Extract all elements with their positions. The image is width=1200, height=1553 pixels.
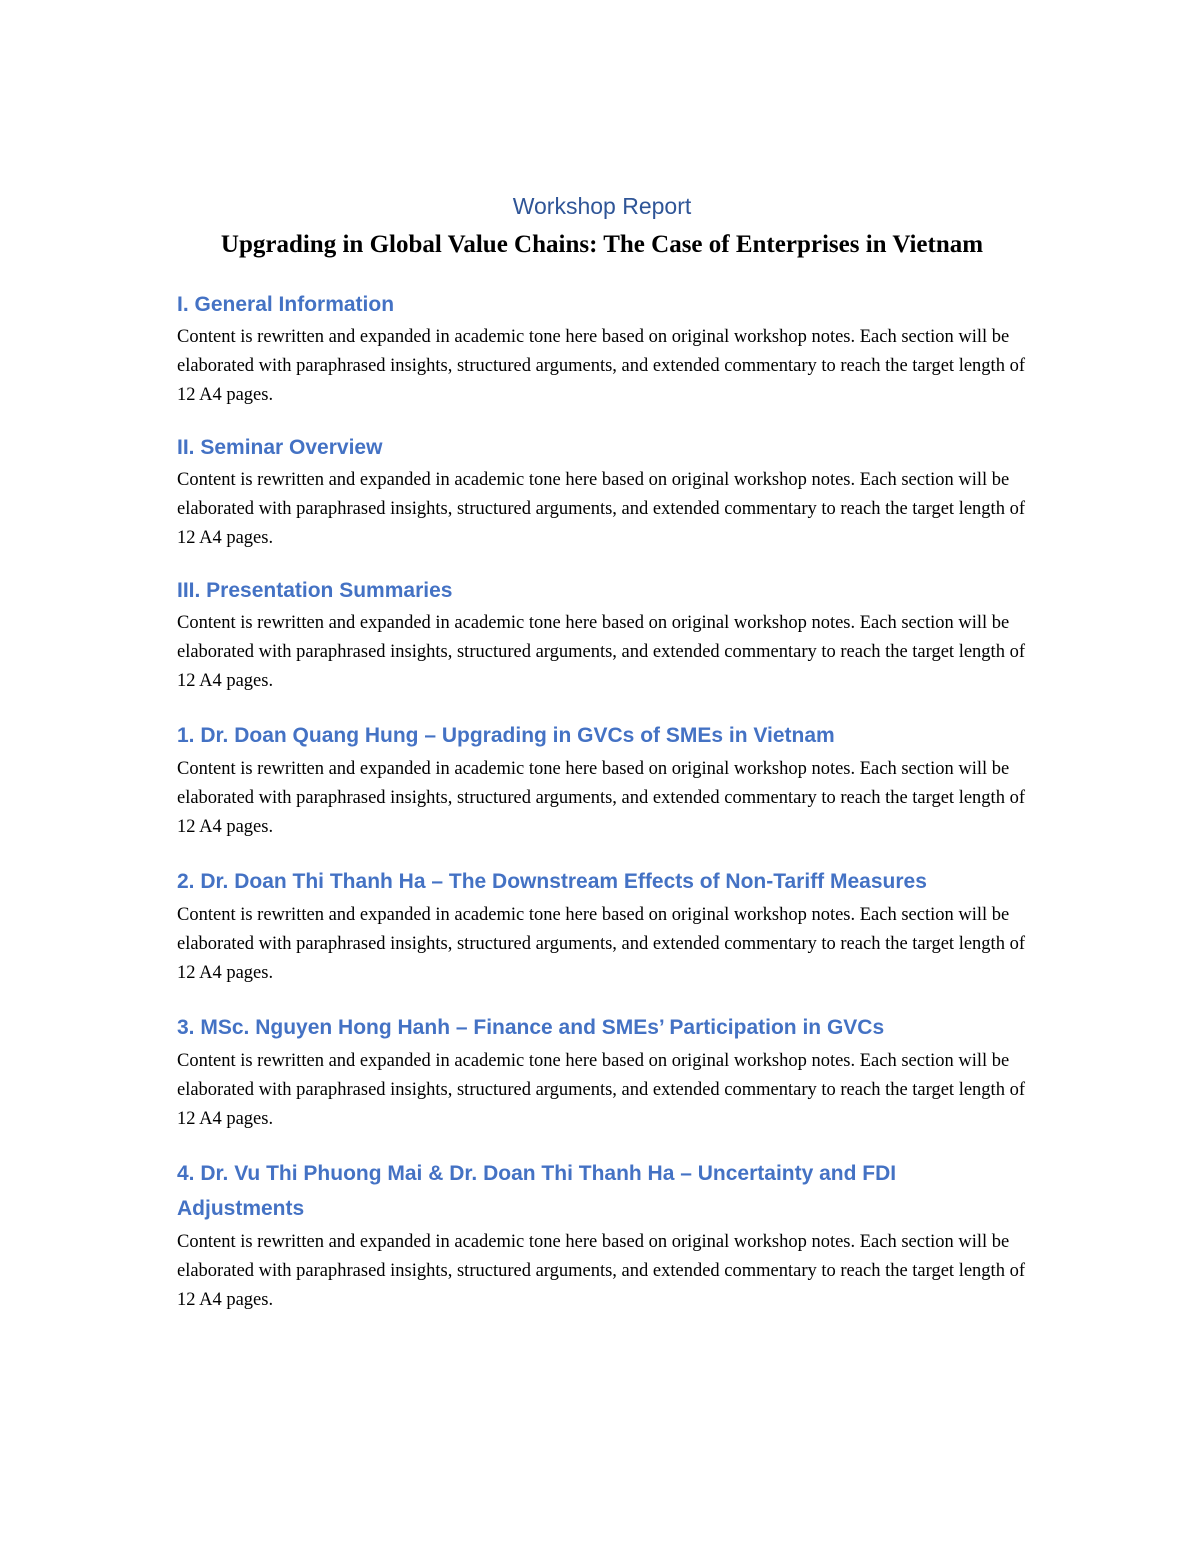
subsection-presentation-4 [177,1156,1027,1315]
section-heading: II. Seminar Overview [177,436,383,459]
document-content [177,190,1027,1315]
subsection-presentation-1 [177,718,1027,842]
subsection-body: Content is rewritten and expanded in academic tone here based on original workshop notes. Each section will be elaborated with paraphrased insights, structured arguments, and extended commentary to reach the target length of 12 A4 pages. [177,1232,1025,1310]
section-heading: I. General Information [177,293,395,316]
subsection-heading: 1. Dr. Doan Quang Hung – Upgrading in GVCs of SMEs in Vietnam [177,724,835,747]
section-heading: III. Presentation Summaries [177,579,453,602]
section-presentation-summaries [177,575,1027,696]
document-title: Upgrading in Global Value Chains: The Case of Enterprises in Vietnam [220,231,984,258]
subsection-presentation-2 [177,864,1027,988]
subsection-heading: 4. Dr. Vu Thi Phuong Mai & Dr. Doan Thi Thanh Ha – Uncertainty and FDI Adjustments [177,1162,897,1220]
section-general-information [177,289,1027,410]
subsection-body: Content is rewritten and expanded in academic tone here based on original workshop notes. Each section will be elaborated with paraphrased insights, structured arguments, and extended commentary to reach the target length of 12 A4 pages. [177,759,1025,837]
subsection-heading: 3. MSc. Nguyen Hong Hanh – Finance and SMEs’ Participation in GVCs [177,1016,885,1039]
section-seminar-overview [177,432,1027,553]
section-body: Content is rewritten and expanded in academic tone here based on original workshop notes. Each section will be elaborated with paraphrased insights, structured arguments, and extended commentary to reach the target length of 12 A4 pages. [177,470,1025,548]
subsection-body: Content is rewritten and expanded in academic tone here based on original workshop notes. Each section will be elaborated with paraphrased insights, structured arguments, and extended commentary to reach the target length of 12 A4 pages. [177,905,1025,983]
section-body: Content is rewritten and expanded in academic tone here based on original workshop notes. Each section will be elaborated with paraphrased insights, structured arguments, and extended commentary to reach the target length of 12 A4 pages. [177,327,1025,405]
subsection-heading: 2. Dr. Doan Thi Thanh Ha – The Downstream Effects of Non-Tariff Measures [177,870,927,893]
subsection-presentation-3 [177,1010,1027,1134]
section-body: Content is rewritten and expanded in academic tone here based on original workshop notes. Each section will be elaborated with paraphrased insights, structured arguments, and extended commentary to reach the target length of 12 A4 pages. [177,613,1025,691]
subsection-body: Content is rewritten and expanded in academic tone here based on original workshop notes. Each section will be elaborated with paraphrased insights, structured arguments, and extended commentary to reach the target length of 12 A4 pages. [177,1051,1025,1129]
document-label: Workshop Report [512,193,692,219]
